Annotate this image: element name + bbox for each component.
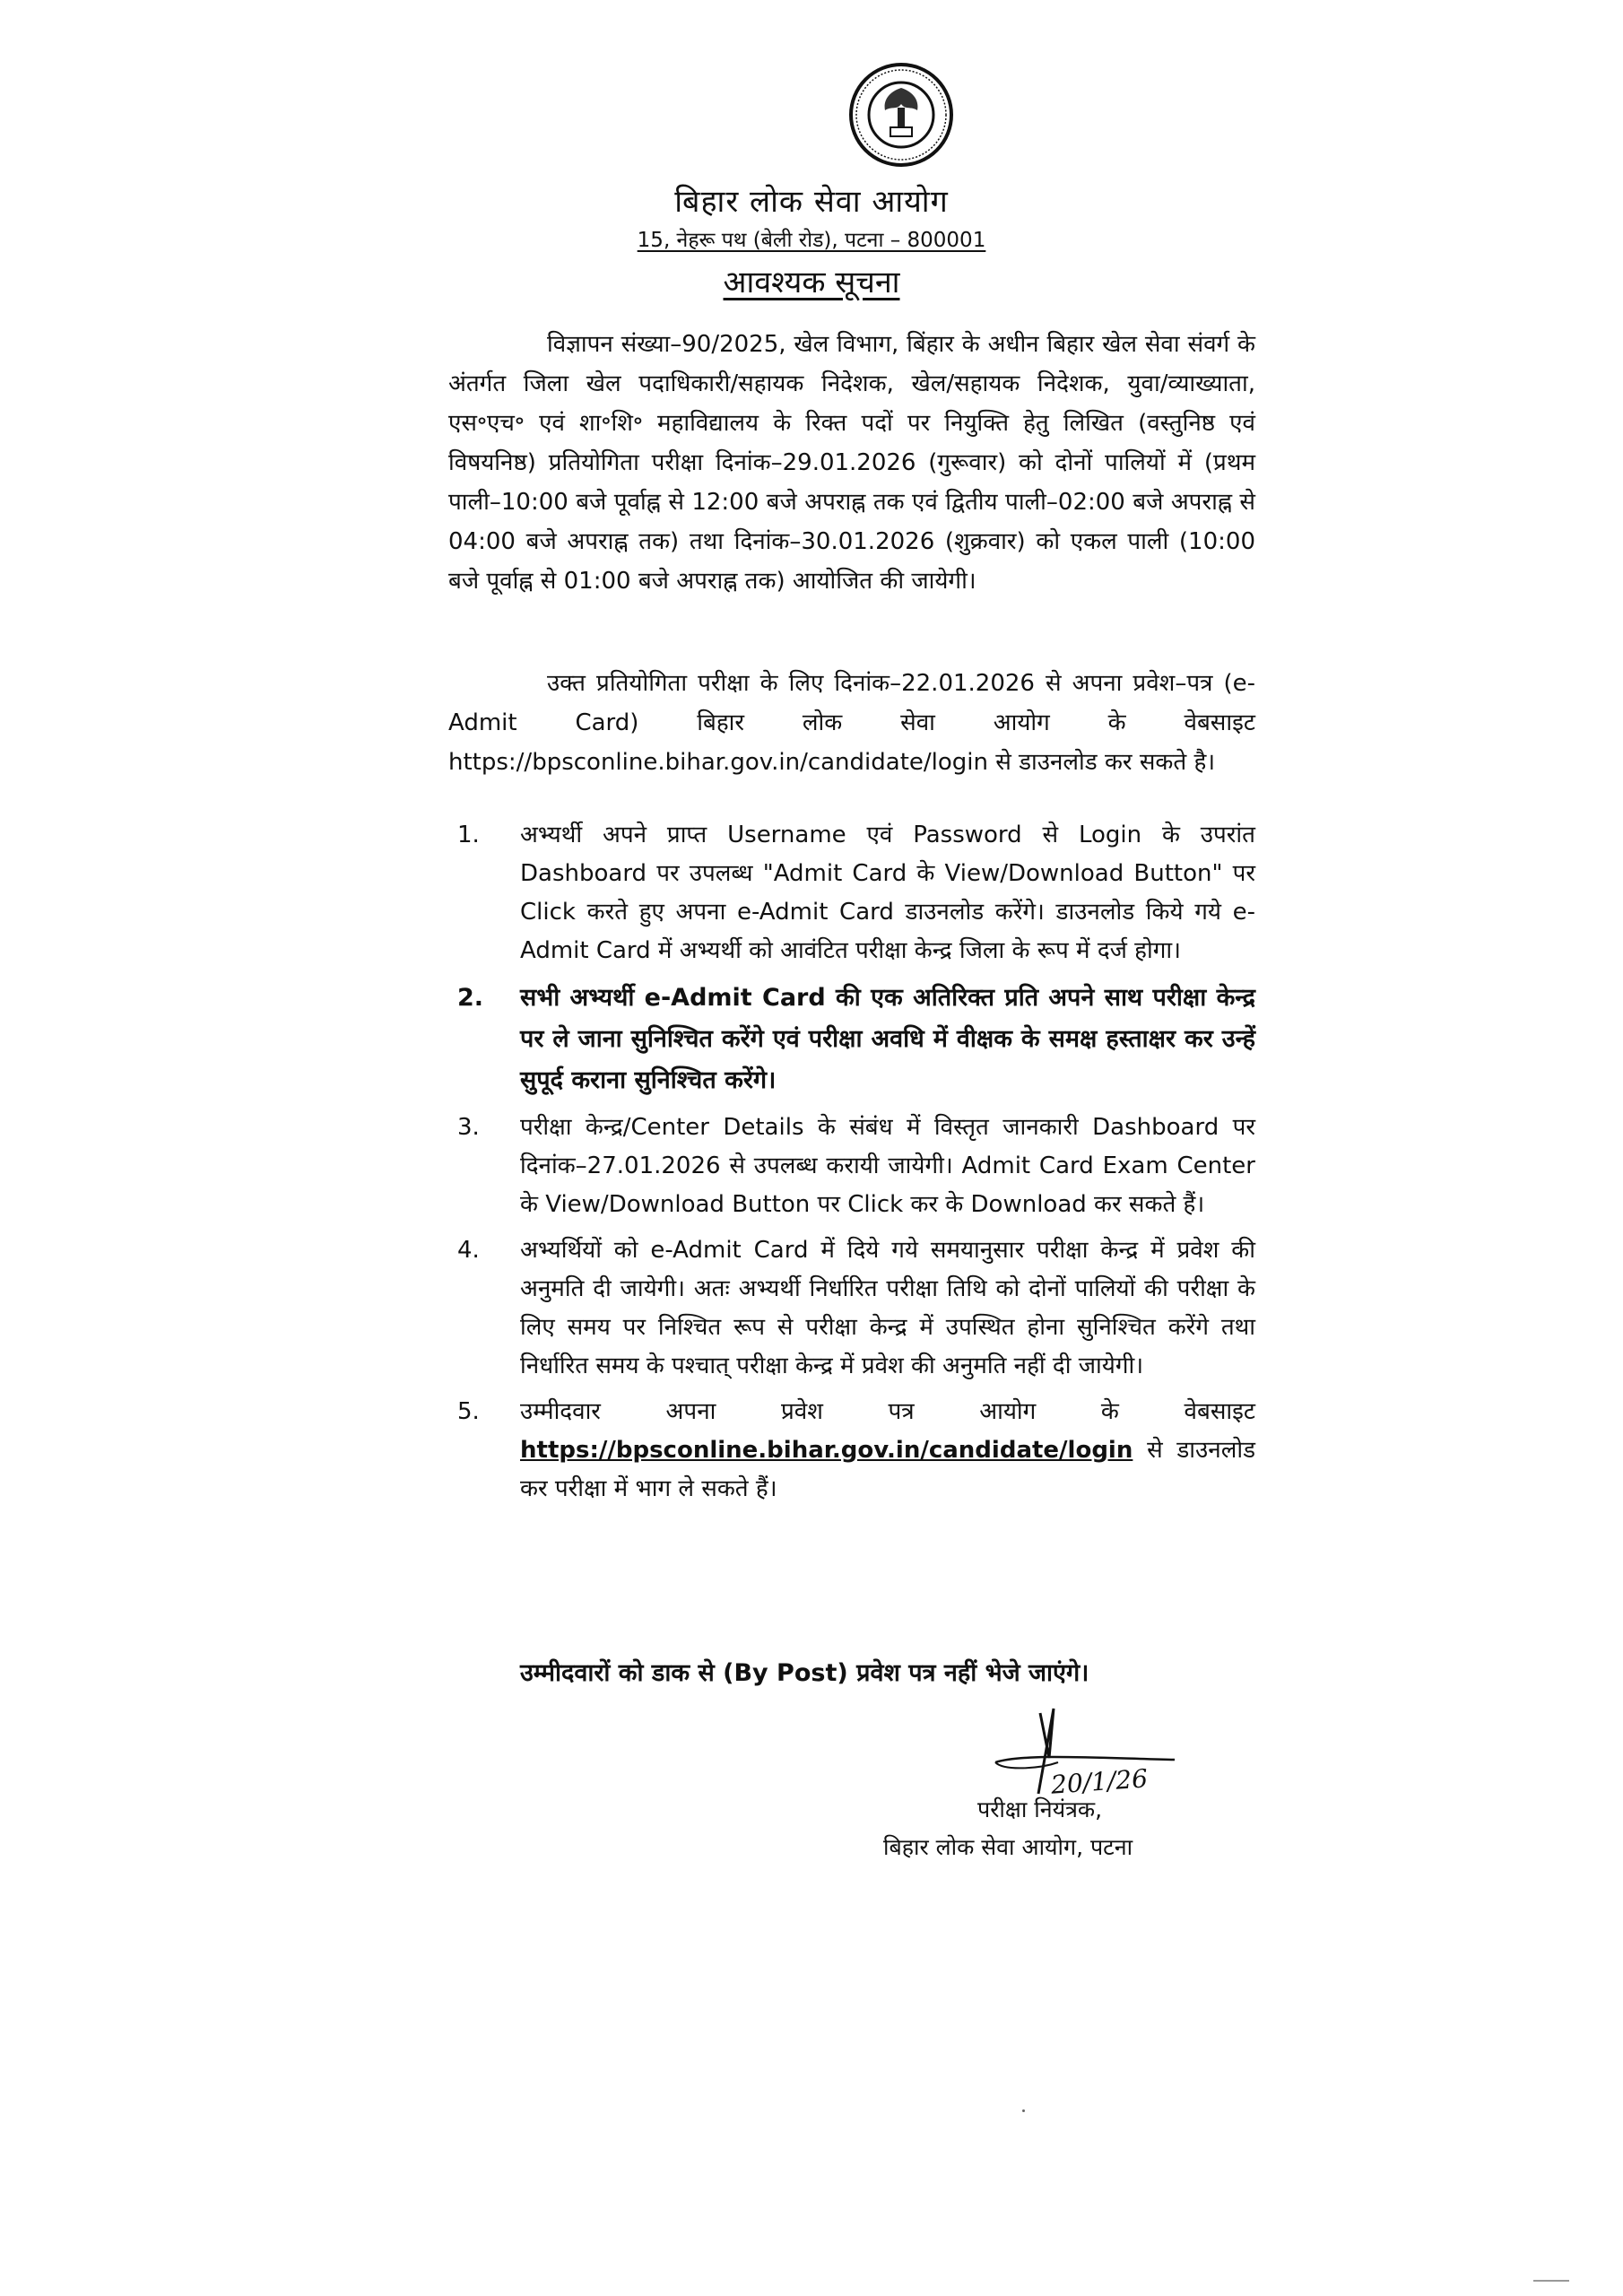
scan-speck: [1022, 2109, 1025, 2112]
item-text-before: उम्मीदवार अपना प्रवेश पत्र आयोग के वेबसाइट: [520, 1398, 1255, 1425]
signatory-organization: बिहार लोक सेवा आयोग, पटना: [883, 1834, 1133, 1860]
scan-speck: [1533, 2280, 1569, 2282]
item-number: 4.: [457, 1237, 480, 1264]
paragraph-1-text: विज्ञापन संख्या–90/2025, खेल विभाग, बिंहार के अधीन बिहार खेल सेवा संवर्ग के अंतर्गत जिला खेल पदाधिकारी/सहायक निदेशक, खेल/सहायक निदेशक, युवा/व्याख्याता, एस॰एच॰ एवं शा॰शि॰ महाविद्यालय के रिक्त पदों पर नियुक्ति हेतु लिखित (वस्तुनिष्ठ एवं विषयनिष्ठ) प्रतियोगिता परीक्षा दिनांक–29.01.2026 (गुरूवार) को दोनों पालियों में (प्रथम पाली–10:00 बजे पूर्वाह्न से 12:00 बजे अपराह्न तक एवं द्वितीय पाली–02:00 बजे अपराह्न से 04:00 बजे अपराह्न तक) तथा दिनांक–30.01.2026 (शुक्रवार) को एकल पाली (10:00 बजे पूर्वाह्न से 01:00 बजे अपराह्न तक) आयोजित की जायेगी।: [448, 331, 1255, 595]
list-item: [448, 978, 1255, 1101]
candidate-login-link[interactable]: https://bpsconline.bihar.gov.in/candidate/login: [520, 1437, 1133, 1464]
list-item: [448, 1231, 1255, 1386]
list-item: [448, 1393, 1255, 1509]
bpsc-emblem-seal-icon: [847, 61, 955, 169]
item-text: परीक्षा केन्द्र/Center Details के संबंध में विस्तृत जानकारी Dashboard पर दिनांक–27.01.2026 से उपलब्ध करायी जायेगी। Admit Card Exam Center के View/Download Button पर Click कर के Download कर सकते हैं।: [520, 1114, 1255, 1218]
item-text: अभ्यर्थियों को e-Admit Card में दिये गये समयानुसार परीक्षा केन्द्र में प्रवेश की अनुमति दी जायेगी। अतः अभ्यर्थी निर्धारित परीक्षा तिथि को दोनों पालियों की परीक्षा के लिए समय पर निश्चित रूप से परीक्षा केन्द्र में उपस्थित होना सुनिश्चित करेंगे तथा निर्धारित समय के पश्चात् परीक्षा केन्द्र में प्रवेश की अनुमति नहीं दी जायेगी।: [520, 1237, 1255, 1379]
list-item: [448, 816, 1255, 970]
item-number: 3.: [457, 1114, 480, 1141]
item-number: 5.: [457, 1398, 480, 1425]
notice-title-text: आवश्यक सूचना: [723, 265, 900, 300]
item-number: 2.: [457, 984, 484, 1012]
no-post-notice: उम्मीदवारों को डाक से (By Post) प्रवेश पत्र नहीं भेजे जाएंगे।: [520, 1659, 1089, 1687]
paragraph-2-text: उक्त प्रतियोगिता परीक्षा के लिए दिनांक–22.01.2026 से अपना प्रवेश–पत्र (e-Admit Card) बिहार लोक सेवा आयोग के वेबसाइट https://bpsconline.bihar.gov.in/candidate/login से डाउनलोड कर सकते है।: [448, 670, 1255, 776]
signatory-title: परीक्षा नियंत्रक,: [977, 1796, 1103, 1822]
paragraph-admit-card: [448, 664, 1255, 782]
item-text: सभी अभ्यर्थी e-Admit Card की एक अतिरिक्त प्रति अपने साथ परीक्षा केन्द्र पर ले जाना सुनिश्चित करेंगे एवं परीक्षा अवधि में वीक्षक के समक्ष हस्ताक्षर कर उन्हें सुपूर्द कराना सुनिश्चित करेंगे।: [520, 984, 1255, 1094]
address-text: 15, नेहरू पथ (बेली रोड), पटना – 800001: [637, 229, 986, 252]
organization-name: बिहार लोक सेवा आयोग: [674, 184, 949, 220]
signature-date: 20/1/26: [1049, 1763, 1149, 1800]
list-item: [448, 1109, 1255, 1224]
organization-address: [0, 224, 1623, 253]
paragraph-exam-schedule: [448, 325, 1255, 601]
instructions-list: [448, 816, 1255, 1516]
item-text-after: से डाउनलोड कर परीक्षा में भाग ले सकते हैं।: [520, 1437, 1255, 1502]
notice-title: [0, 260, 1623, 301]
item-text: अभ्यर्थी अपने प्राप्त Username एवं Password से Login के उपरांत Dashboard पर उपलब्ध "Admit Card के View/Download Button" पर Click करते हुए अपना e-Admit Card डाउनलोड करेंगे। डाउनलोड किये गये e-Admit Card में अभ्यर्थी को आवंटित परीक्षा केन्द्र जिला के रूप में दर्ज होगा।: [520, 822, 1255, 964]
item-number: 1.: [457, 822, 480, 848]
